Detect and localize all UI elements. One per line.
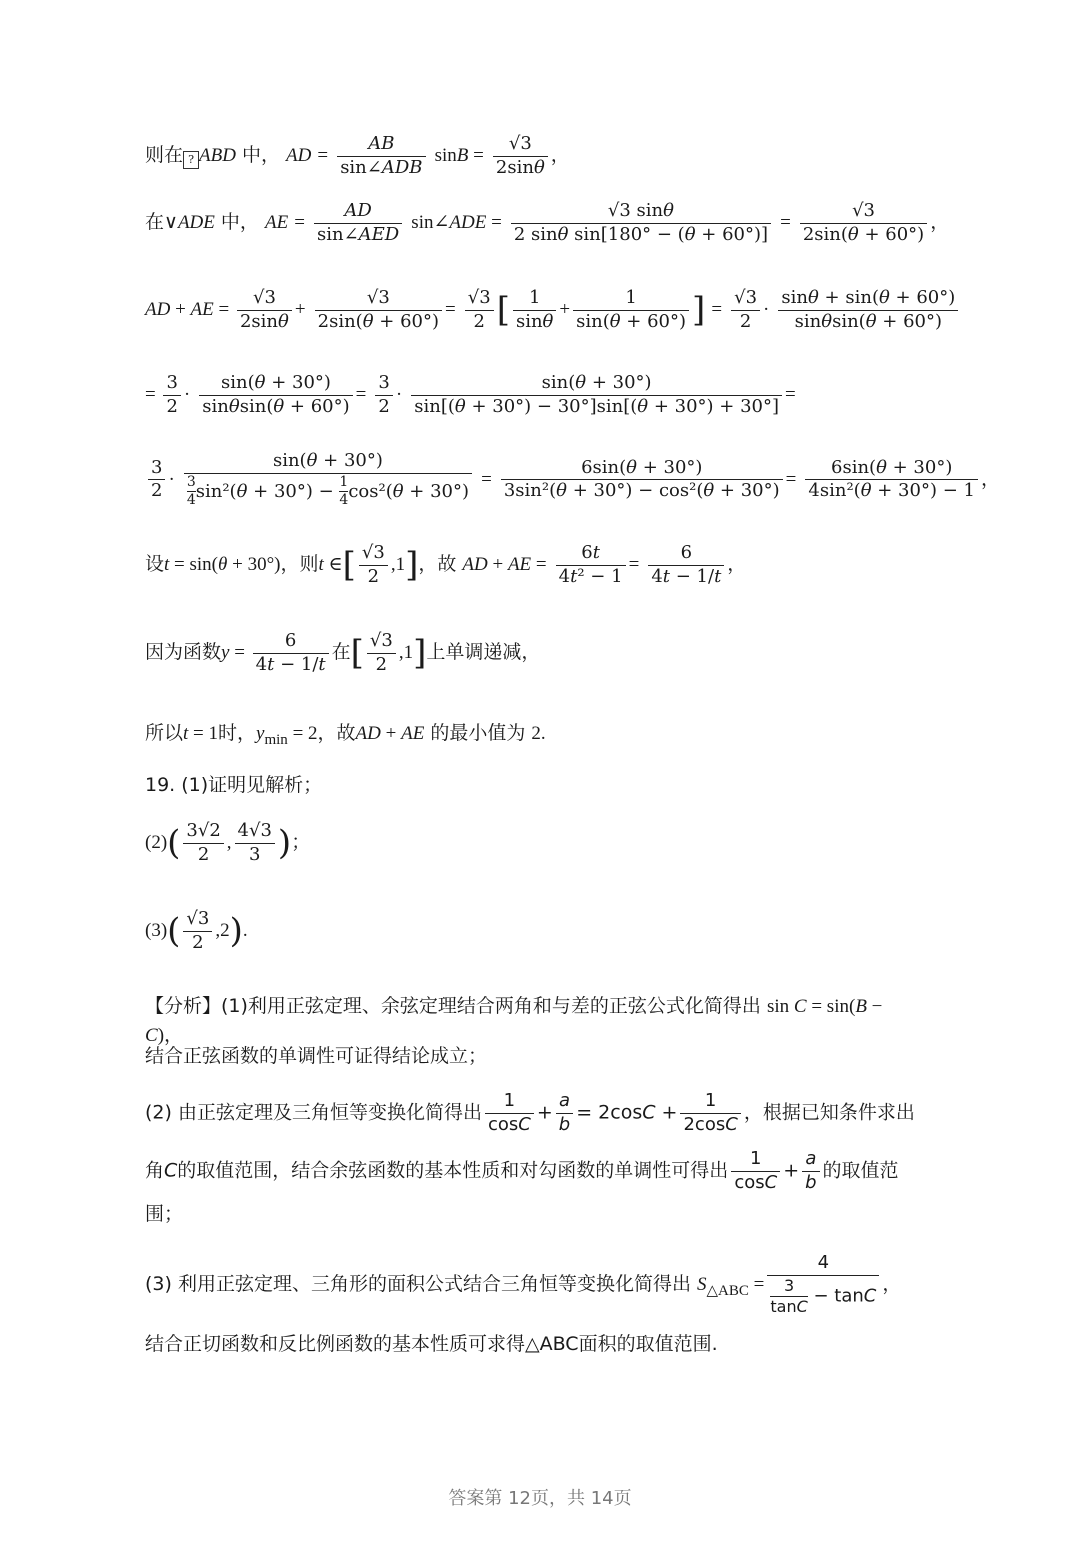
line-6: 设t = sin(θ + 30°)，则t ∈[ $\frac{√3}{2}$ ,1]，故 AD + AE = $\frac{6t}{\text{4t² − 1}}$ = $\frac{6}{4t - 1/t}$ ， — [145, 542, 747, 587]
q19-title: 19. (1)证明见解析； — [145, 774, 323, 796]
line-5: $\frac{3}{2}$ · sin(θ + 30°) $\frac{3}{4}$ sin²(θ + 30°) − $\frac{1}{4}$ cos²(θ + 30°) = $\frac{6\sin(\theta + 30^\circ)}{\text{3sin²(θ + 30°) − cos²(θ + 30°)}}$ = $\frac{6\sin(\theta + 30^\circ)}{\text{4sin²(θ + 30°) − 1}}$ ， — [145, 450, 920, 510]
page-footer: 答案第 12页，共 14页 — [448, 1488, 632, 1509]
line-3: AD + AE = $\frac{√3}{2\sin\theta}$ + $\frac{√3}{2\sin(\theta + 60^\circ)}$ = $\frac{√3}{2}$ [ $\frac{1}{\sin\theta}$ + $\frac{1}{\sin(\theta + 60^\circ)}$ ] = $\frac{√3}{2}$ · $\frac{\sin\theta + \sin(\theta + 60^\circ)}{\sin\theta\sin(\theta + 60^\circ)}$ — [145, 287, 920, 333]
q19-answer-3: (3)( $\frac{√3}{2}$ ,2). — [145, 908, 248, 953]
analysis-p1a: 【分析】(1)利用正弦定理、余弦定理结合两角和与差的正弦公式化简得出 sin C = sin(B − C)， — [145, 995, 883, 1046]
analysis-p2a: (2) 由正弦定理及三角恒等变换化简得出 $\frac{1}{\cos C}$ + $\frac{a}{b}$ = 2cosC + $\frac{1}{2\cos C}$ ，根据已知条件求出 — [145, 1090, 915, 1135]
line-2: 在∨ADE 中， AE = $\frac{AD}{\text{sin∠AED}}$ sin∠ADE = $\frac{√3 \sin\theta}{\text{2 sinθ sin[180° − (θ + 60°)]}}$ = $\frac{√3}{2\sin(\theta + 60^\circ)}$ ， — [145, 200, 950, 245]
line-8: 所以t = 1时，$y_{min} = 2$，故AD + AE 的最小值为 2. — [145, 722, 546, 748]
line-7: 因为函数y = $\frac{6}{4t - 1/t}$ 在[ $\frac{√3}{2}$ ,1]上单调递减， — [145, 630, 541, 675]
analysis-p1b: 结合正弦函数的单调性可证得结论成立； — [145, 1045, 488, 1067]
analysis-p3b: 结合正切函数和反比例函数的基本性质可求得△ABC面积的取值范围. — [145, 1333, 718, 1355]
line-4: = $\frac{3}{2}$ · $\frac{\sin(\theta + 30^\circ)}{\sin\theta\sin(\theta + 60^\circ)}$ = $\frac{3}{2}$ · $\frac{\sin(\theta + 30^\circ)}{\sin[(\theta + 30^\circ) - 30^\circ]\sin[(\theta + 30^\circ) + 30^\circ]}$ = — [145, 372, 796, 417]
line-1: 则在 ? ABD 中， AD = $\frac{AB}{\text{sin∠ADB}}$ sinB = $\frac{√3}{2\sin\theta}$ ， — [145, 133, 570, 178]
analysis-p3a: (3) 利用正弦定理、三角形的面积公式结合三角恒等变换化简得出 $S_{\triangle ABC}$ = 4 $\frac{3}{\tan C}$ − tanC ， — [145, 1252, 902, 1316]
analysis-p2c: 围； — [145, 1203, 184, 1225]
q19-answer-2: (2)( $\frac{3√2}{2}$ , $\frac{4√3}{3}$ )； — [145, 820, 311, 865]
analysis-p2b: 角C的取值范围，结合余弦函数的基本性质和对勾函数的单调性可得出 $\frac{1}{\cos C}$ + $\frac{a}{b}$ 的取值范 — [145, 1148, 899, 1193]
